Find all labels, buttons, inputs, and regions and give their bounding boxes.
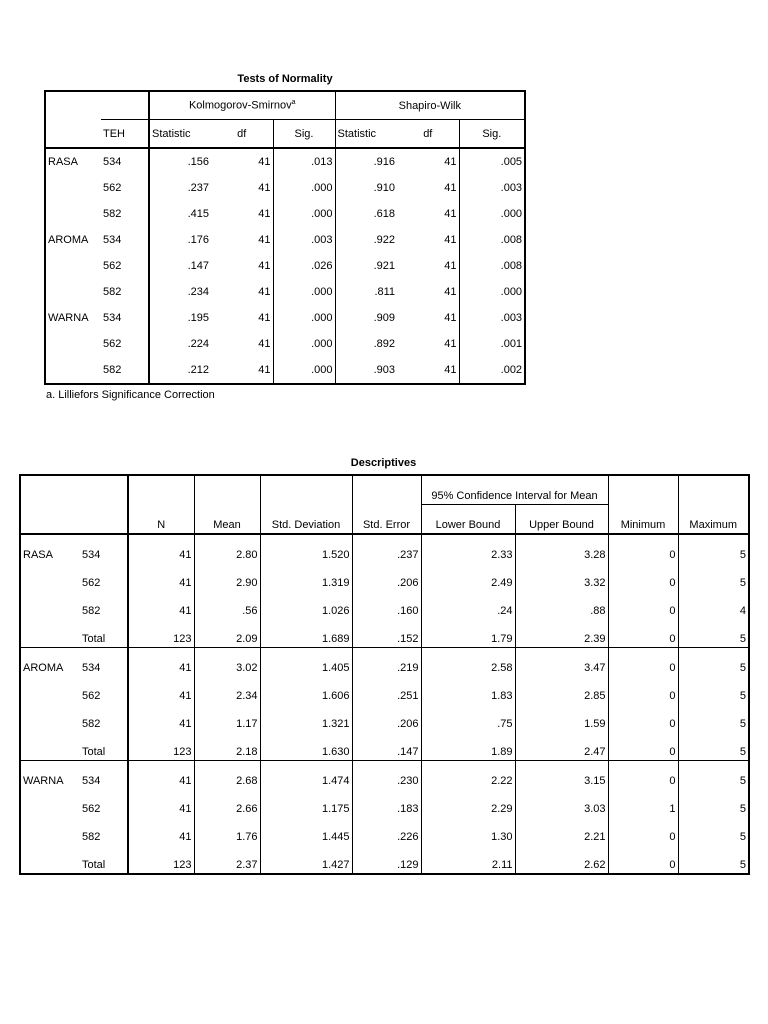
mean-cell: 1.17 — [194, 704, 260, 732]
maximum-cell: 5 — [678, 761, 749, 790]
sw-statistic-cell: .909 — [335, 305, 397, 331]
descriptives-title: Descriptives — [350, 457, 417, 469]
n-cell: 123 — [128, 845, 194, 874]
col-header-std-error: Std. Error — [352, 505, 421, 535]
lower-bound-cell: 1.89 — [421, 732, 515, 761]
ks-sig-cell: .000 — [273, 357, 335, 384]
col-header-ks-sig: Sig. — [273, 120, 335, 149]
row-group-label: Total — [82, 859, 106, 871]
minimum-cell: 0 — [608, 591, 678, 619]
row-variable-label — [20, 591, 80, 619]
row-group-label: 582 — [82, 605, 101, 617]
n-cell: 41 — [128, 761, 194, 790]
lower-bound-cell: 1.30 — [421, 817, 515, 845]
row-variable-label — [20, 845, 80, 874]
lower-bound-cell: .24 — [421, 591, 515, 619]
table-row — [20, 789, 749, 817]
sw-df-cell: 41 — [444, 286, 457, 298]
table-row — [20, 704, 749, 732]
col-header-lower-bound: Lower Bound — [421, 505, 515, 535]
minimum-cell: 0 — [608, 534, 678, 563]
sw-statistic-cell: .916 — [335, 148, 397, 175]
sw-statistic-cell: .903 — [335, 357, 397, 384]
std-error-cell: .129 — [352, 845, 421, 874]
row-variable-label — [45, 279, 101, 305]
std-deviation-cell: 1.474 — [260, 761, 352, 790]
std-error-cell: .152 — [352, 619, 421, 648]
std-error-cell: .251 — [352, 676, 421, 704]
table-row — [45, 279, 525, 305]
mean-cell: 2.68 — [194, 761, 260, 790]
upper-bound-cell: 3.32 — [515, 563, 608, 591]
maximum-cell: 5 — [678, 534, 749, 563]
footnote-marker: a — [291, 99, 296, 107]
sw-df-cell: 41 — [444, 208, 457, 220]
minimum-cell: 0 — [608, 648, 678, 677]
n-cell: 41 — [128, 704, 194, 732]
row-variable-label — [20, 563, 80, 591]
ks-df-cell: 41 — [258, 364, 271, 376]
sw-sig-cell: .001 — [459, 331, 525, 357]
std-error-cell: .206 — [352, 704, 421, 732]
row-variable-label — [20, 676, 80, 704]
sw-sig-cell: .000 — [459, 201, 525, 227]
row-teh-label: 534 — [103, 156, 122, 168]
std-deviation-cell: 1.175 — [260, 789, 352, 817]
row-variable-label — [20, 789, 80, 817]
mean-cell: 3.02 — [194, 648, 260, 677]
upper-bound-cell: 2.21 — [515, 817, 608, 845]
minimum-cell: 0 — [608, 676, 678, 704]
n-cell: 123 — [128, 619, 194, 648]
maximum-cell: 5 — [678, 732, 749, 761]
minimum-cell: 0 — [608, 761, 678, 790]
std-deviation-cell: 1.405 — [260, 648, 352, 677]
table-row — [20, 732, 749, 761]
mean-cell: 2.66 — [194, 789, 260, 817]
sw-group-header: Shapiro-Wilk — [335, 91, 525, 120]
row-teh-label: 582 — [103, 364, 122, 376]
sw-sig-cell: .003 — [459, 175, 525, 201]
ks-sig-cell: .000 — [273, 331, 335, 357]
sw-statistic-cell: .892 — [335, 331, 397, 357]
lower-bound-cell: .75 — [421, 704, 515, 732]
row-group-label: 562 — [82, 803, 101, 815]
ks-statistic-cell: .224 — [149, 331, 211, 357]
table-row — [45, 305, 525, 331]
ks-statistic-cell: .237 — [149, 175, 211, 201]
normality-column-header-row — [45, 120, 525, 149]
col-header-upper-bound: Upper Bound — [515, 505, 608, 535]
std-error-cell: .237 — [352, 534, 421, 563]
ks-group-header: Kolmogorov-Smirnov$^a$ — [149, 91, 335, 120]
ks-statistic-cell: .234 — [149, 279, 211, 305]
row-group-label: 534 — [82, 662, 101, 674]
table-row — [20, 817, 749, 845]
lower-bound-cell: 2.29 — [421, 789, 515, 817]
table-row — [45, 227, 525, 253]
row-variable-label: WARNA — [48, 312, 89, 324]
table-row — [45, 253, 525, 279]
sw-df-cell: 41 — [444, 312, 457, 324]
ks-df-cell: 41 — [258, 234, 271, 246]
maximum-cell: 5 — [678, 704, 749, 732]
ks-sig-cell: .000 — [273, 279, 335, 305]
std-deviation-cell: 1.427 — [260, 845, 352, 874]
std-error-cell: .219 — [352, 648, 421, 677]
maximum-cell: 5 — [678, 648, 749, 677]
col-header-n: N — [128, 505, 194, 535]
lower-bound-cell: 2.11 — [421, 845, 515, 874]
row-group-label: Total — [80, 619, 128, 648]
n-cell: 41 — [128, 676, 194, 704]
col-header-minimum: Minimum — [608, 505, 678, 535]
row-group-label: 534 — [82, 549, 101, 561]
minimum-cell: 0 — [608, 845, 678, 874]
row-teh-label: 534 — [103, 312, 122, 324]
n-cell: 41 — [128, 591, 194, 619]
n-cell: 41 — [128, 534, 194, 563]
sw-statistic-cell: .922 — [335, 227, 397, 253]
table-row — [20, 676, 749, 704]
row-group-label: 582 — [82, 718, 101, 730]
mean-cell: 2.80 — [194, 534, 260, 563]
mean-cell: 2.18 — [194, 732, 260, 761]
lower-bound-cell: 2.58 — [421, 648, 515, 677]
ks-sig-cell: .013 — [273, 148, 335, 175]
row-variable-label: RASA — [23, 549, 53, 561]
minimum-cell: 1 — [608, 789, 678, 817]
ks-df-cell: 41 — [258, 208, 271, 220]
upper-bound-cell: 3.47 — [515, 648, 608, 677]
descriptives-column-header-row — [20, 505, 749, 535]
ks-sig-cell: .003 — [273, 227, 335, 253]
maximum-cell: 5 — [678, 789, 749, 817]
upper-bound-cell: 2.39 — [515, 619, 608, 648]
ks-df-cell: 41 — [258, 338, 271, 350]
upper-bound-cell: 3.15 — [515, 761, 608, 790]
sw-df-cell: 41 — [444, 182, 457, 194]
std-deviation-cell: 1.520 — [260, 534, 352, 563]
table-row — [20, 648, 749, 677]
sw-statistic-cell: .811 — [335, 279, 397, 305]
upper-bound-cell: 2.62 — [515, 845, 608, 874]
col-header-mean: Mean — [194, 505, 260, 535]
row-variable-label — [20, 817, 80, 845]
col-header-maximum: Maximum — [678, 505, 749, 535]
ks-statistic-cell: .176 — [149, 227, 211, 253]
row-variable-label — [45, 175, 101, 201]
minimum-cell: 0 — [608, 563, 678, 591]
normality-title: Tests of Normality — [237, 73, 333, 85]
n-cell: 41 — [128, 563, 194, 591]
row-variable-label: RASA — [48, 156, 78, 168]
row-teh-label: 582 — [103, 286, 122, 298]
mean-cell: 2.09 — [194, 619, 260, 648]
col-header-ks-df: df — [211, 120, 273, 149]
sw-statistic-cell: .921 — [335, 253, 397, 279]
ks-df-cell: 41 — [258, 156, 271, 168]
maximum-cell: 4 — [678, 591, 749, 619]
std-deviation-cell: 1.321 — [260, 704, 352, 732]
table-row — [45, 175, 525, 201]
sw-statistic-cell: .618 — [335, 201, 397, 227]
ks-sig-cell: .000 — [273, 305, 335, 331]
table-row — [45, 331, 525, 357]
sw-df-cell: 41 — [444, 260, 457, 272]
normality-group-header-row — [45, 91, 525, 120]
std-deviation-cell: 1.630 — [260, 732, 352, 761]
std-error-cell: .230 — [352, 761, 421, 790]
sw-sig-cell: .005 — [459, 148, 525, 175]
ks-sig-cell: .000 — [273, 201, 335, 227]
row-teh-label: 562 — [103, 182, 122, 194]
sw-df-cell: 41 — [444, 338, 457, 350]
n-cell: 41 — [128, 648, 194, 677]
col-header-sw-statistic: Statistic — [335, 120, 397, 149]
table-row — [20, 563, 749, 591]
std-deviation-cell: 1.026 — [260, 591, 352, 619]
normality-table — [44, 90, 526, 385]
std-deviation-cell: 1.606 — [260, 676, 352, 704]
std-deviation-cell: 1.319 — [260, 563, 352, 591]
n-cell: 41 — [128, 817, 194, 845]
minimum-cell: 0 — [608, 732, 678, 761]
sw-sig-cell: .008 — [459, 253, 525, 279]
row-group-label: 534 — [82, 775, 101, 787]
table-row — [20, 845, 749, 874]
ks-df-cell: 41 — [258, 260, 271, 272]
maximum-cell: 5 — [678, 563, 749, 591]
table-row — [20, 761, 749, 790]
maximum-cell: 5 — [678, 845, 749, 874]
table-row — [20, 591, 749, 619]
row-variable-label: AROMA — [48, 234, 89, 246]
table-row — [45, 357, 525, 384]
row-group-label: 582 — [82, 831, 101, 843]
ks-statistic-cell: .415 — [149, 201, 211, 227]
descriptives-group-header-row — [20, 475, 749, 505]
col-header-sw-sig: Sig. — [459, 120, 525, 149]
table-row — [20, 534, 749, 563]
sw-sig-cell: .000 — [459, 279, 525, 305]
row-variable-label: AROMA — [23, 662, 64, 674]
maximum-cell: 5 — [678, 676, 749, 704]
row-teh-label: 562 — [103, 260, 122, 272]
maximum-cell: 5 — [678, 817, 749, 845]
ks-sig-cell: .000 — [273, 175, 335, 201]
normality-footnote: a. Lilliefors Significance Correction — [46, 389, 215, 401]
sw-sig-cell: .008 — [459, 227, 525, 253]
std-deviation-cell: 1.689 — [260, 619, 352, 648]
row-teh-label: 534 — [103, 234, 122, 246]
std-error-cell: .226 — [352, 817, 421, 845]
minimum-cell: 0 — [608, 704, 678, 732]
ks-df-cell: 41 — [258, 286, 271, 298]
ci-group-header: 95% Confidence Interval for Mean — [421, 475, 608, 505]
minimum-cell: 0 — [608, 619, 678, 648]
ks-statistic-cell: .156 — [149, 148, 211, 175]
lower-bound-cell: 2.49 — [421, 563, 515, 591]
row-variable-label — [45, 331, 101, 357]
row-variable-label — [45, 357, 101, 384]
table-row — [45, 201, 525, 227]
sw-sig-cell: .002 — [459, 357, 525, 384]
row-variable-label — [20, 732, 80, 761]
ks-df-cell: 41 — [258, 182, 271, 194]
sw-sig-cell: .003 — [459, 305, 525, 331]
lower-bound-cell: 1.79 — [421, 619, 515, 648]
row-variable-label — [20, 619, 80, 648]
n-cell: 123 — [128, 732, 194, 761]
upper-bound-cell: 2.85 — [515, 676, 608, 704]
mean-cell: 2.34 — [194, 676, 260, 704]
row-group-label: 562 — [82, 690, 101, 702]
row-teh-label: 582 — [103, 208, 122, 220]
minimum-cell: 0 — [608, 817, 678, 845]
upper-bound-cell: 3.03 — [515, 789, 608, 817]
sw-df-cell: 41 — [444, 364, 457, 376]
row-teh-label: 562 — [103, 338, 122, 350]
lower-bound-cell: 2.33 — [421, 534, 515, 563]
row-group-label: 562 — [82, 577, 101, 589]
row-group-label: Total — [80, 732, 128, 761]
lower-bound-cell: 1.83 — [421, 676, 515, 704]
col-header-std-deviation: Std. Deviation — [260, 505, 352, 535]
descriptives-table — [19, 474, 750, 875]
upper-bound-cell: 2.47 — [515, 732, 608, 761]
std-deviation-cell: 1.445 — [260, 817, 352, 845]
col-header-sw-df: df — [397, 120, 459, 149]
std-error-cell: .183 — [352, 789, 421, 817]
ks-df-cell: 41 — [258, 312, 271, 324]
table-row — [45, 148, 525, 175]
n-cell: 41 — [128, 789, 194, 817]
std-error-cell: .160 — [352, 591, 421, 619]
maximum-cell: 5 — [678, 619, 749, 648]
mean-cell: .56 — [194, 591, 260, 619]
mean-cell: 1.76 — [194, 817, 260, 845]
col-header-teh: TEH — [101, 120, 149, 149]
lower-bound-cell: 2.22 — [421, 761, 515, 790]
mean-cell: 2.90 — [194, 563, 260, 591]
upper-bound-cell: 1.59 — [515, 704, 608, 732]
row-variable-label — [45, 253, 101, 279]
table-row — [20, 619, 749, 648]
ks-statistic-cell: .147 — [149, 253, 211, 279]
row-variable-label — [20, 704, 80, 732]
ks-sig-cell: .026 — [273, 253, 335, 279]
std-error-cell: .147 — [352, 732, 421, 761]
ks-statistic-cell: .195 — [149, 305, 211, 331]
sw-df-cell: 41 — [444, 156, 457, 168]
row-variable-label: WARNA — [23, 775, 64, 787]
ks-statistic-cell: .212 — [149, 357, 211, 384]
col-header-ks-statistic: Statistic — [149, 120, 211, 149]
mean-cell: 2.37 — [194, 845, 260, 874]
std-error-cell: .206 — [352, 563, 421, 591]
sw-statistic-cell: .910 — [335, 175, 397, 201]
upper-bound-cell: 3.28 — [515, 534, 608, 563]
sw-df-cell: 41 — [444, 234, 457, 246]
upper-bound-cell: .88 — [515, 591, 608, 619]
row-variable-label — [45, 201, 101, 227]
